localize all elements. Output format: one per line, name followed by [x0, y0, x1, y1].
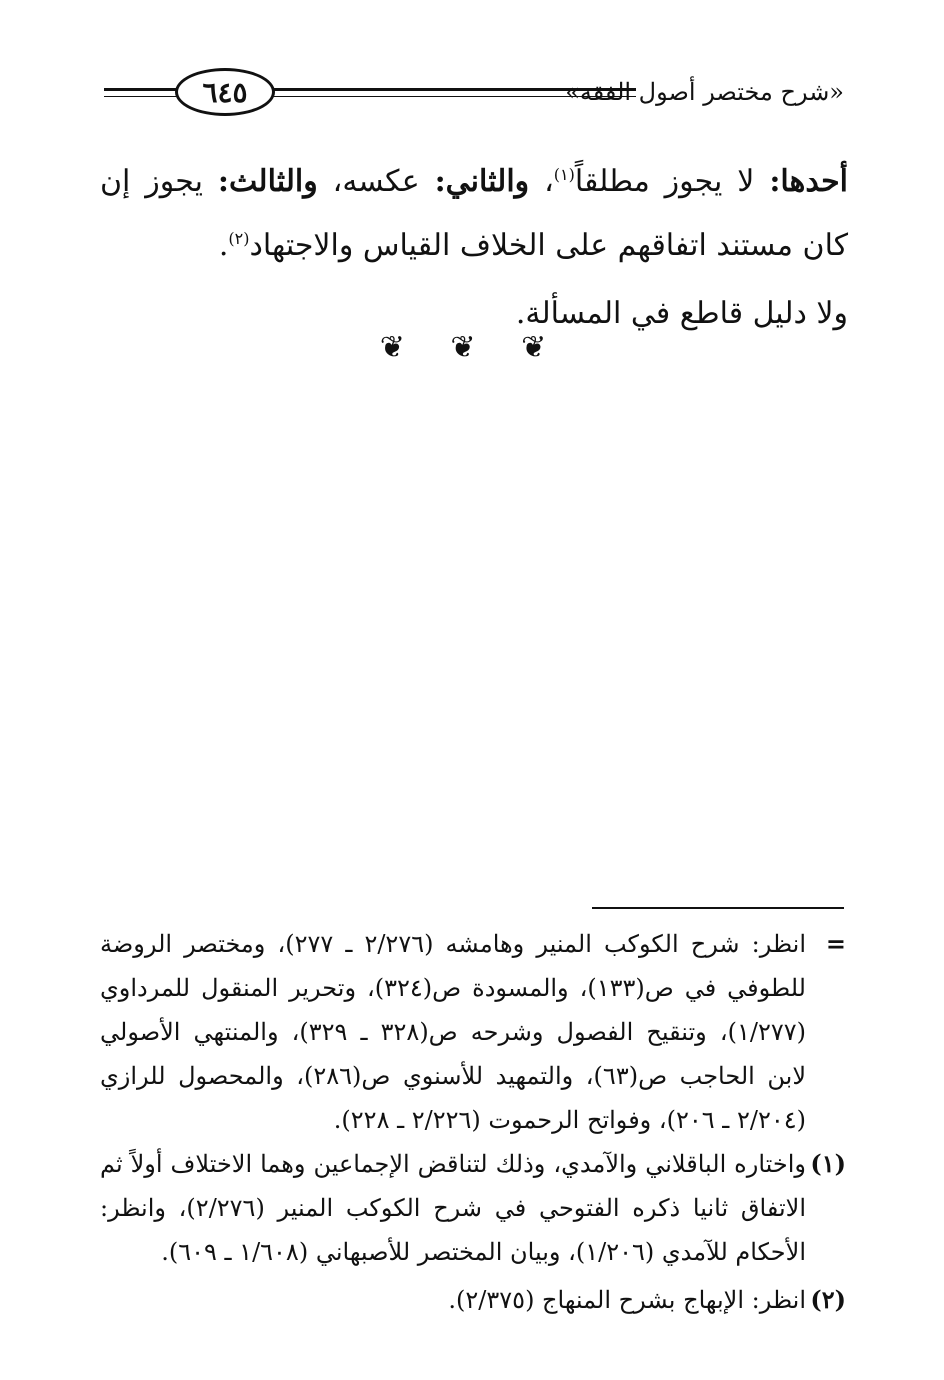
page-number-oval — [175, 68, 275, 116]
footnote-2 — [100, 1278, 846, 1322]
footnote-marker: (٢) — [810, 1285, 846, 1314]
footnote-1 — [100, 1142, 846, 1274]
footnotes — [100, 922, 846, 1322]
footnote-text: انظر: الإبهاج بشرح المنهاج (٢/٣٧٥). — [448, 1286, 806, 1314]
footnote-marker: = — [825, 929, 846, 958]
footnote-continuation — [100, 922, 846, 1142]
footnote-ref-1[interactable]: (١) — [553, 165, 575, 184]
footnote-marker: (١) — [810, 1149, 846, 1178]
page-number: ٦٤٥ — [202, 75, 248, 109]
page-header — [0, 0, 944, 140]
footnote-ref-2[interactable]: (٢) — [228, 229, 250, 248]
text-second: عكسه، — [317, 164, 435, 199]
paragraph-conclusion: ولا دليل قاطع في المسألة. — [515, 296, 848, 331]
label-second: والثاني: — [434, 164, 530, 199]
label-third: والثالث: — [217, 164, 318, 199]
running-title: «شرح مختصر أصول الفقه» — [565, 78, 844, 106]
footnote-text: انظر: شرح الكوكب المنير وهامشه (٢/٢٧٦ ـ ٢٧٧)، ومختصر الروضة للطوفي في ص(١٣٣)، والمسودة ص(٣٢٤)، وتحرير المنقول للمرداوي (١/٢٧٧)، وتنقيح الفصول وشرحه ص(٣٢٨ ـ ٣٢٩)، والمنتهي الأصولي لابن الحاجب ص(٦٣)، والتمهيد للأسنوي ص(٢٨٦)، والمحصول للرازي (٢/٢٠٤ ـ ٢٠٦)، وفواتح الرحموت (٢/٢٢٦ ـ ٢٢٨). — [100, 930, 807, 1134]
footnote-text: واختاره الباقلاني والآمدي، وذلك لتناقض الإجماعين وهما الاختلاف أولاً ثم الاتفاق ثانيا ذكره الفتوحي في شرح الكوكب المنير (٢/٢٧٦)، وانظر: الأحكام للآمدي (١/٢٠٦)، وبيان المختصر للأصبهاني (١/٦٠٨ ـ ٦٠٩). — [100, 1150, 806, 1266]
section-ornament: ❦ ❦ ❦ — [379, 330, 565, 365]
label-first: أحدها: — [769, 164, 848, 199]
paragraph-opinions — [100, 150, 848, 278]
header-rule-left-thick — [104, 88, 180, 91]
end-period: . — [218, 228, 229, 263]
footnote-separator — [592, 907, 844, 909]
header-rule-left-thin — [104, 96, 180, 97]
text-first: لا يجوز مطلقاً — [574, 164, 770, 199]
separator: ، — [529, 164, 554, 199]
main-text — [100, 150, 848, 346]
text-third: يجوز إن كان مستند اتفاقهم على الخلاف القياس والاجتهاد — [100, 164, 848, 263]
